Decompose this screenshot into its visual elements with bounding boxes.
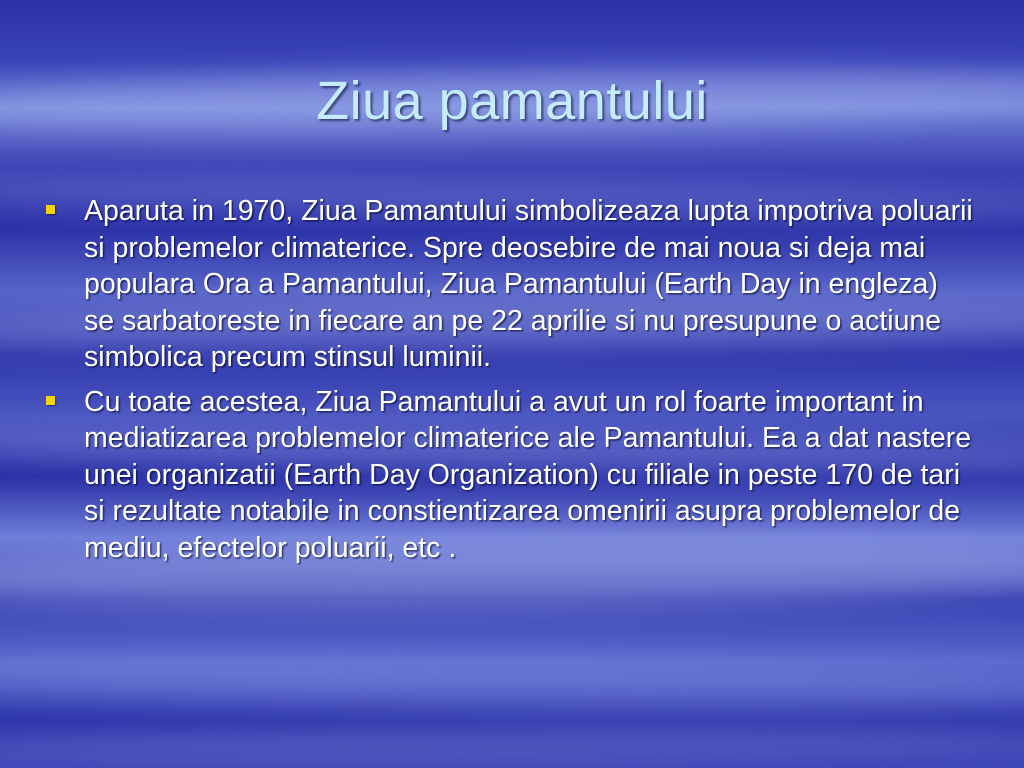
bullet-list: [44, 193, 974, 574]
bullet-item: [44, 384, 974, 567]
background-streak: [0, 726, 1024, 765]
square-bullet-icon: [46, 205, 55, 214]
bullet-item: [44, 193, 974, 376]
bullet-text: Aparuta in 1970, Ziua Pamantului simbolizeaza lupta impotriva poluarii si problemelor climaterice. Spre deosebire de mai noua si deja mai populara Ora a Pamantului, Ziua Pamantului (Earth Day in engleza) se sarbatoreste in fiecare an pe 22 aprilie si nu presupune o actiune simbolica precum stinsul luminii.: [84, 195, 973, 373]
bullet-text: Cu toate acestea, Ziua Pamantului a avut un rol foarte important in mediatizarea problemelor climaterice ale Pamantului. Ea a dat nastere unei organizatii (Earth Day Organization) cu filiale in peste 170 de tari si rezultate notabile in constientizarea omenirii asupra problemelor de mediu, efectelor poluarii, etc .: [84, 385, 972, 564]
square-bullet-icon: [46, 396, 55, 405]
background-streak: [0, 654, 1024, 713]
slide-title: Ziua pamantului: [316, 71, 708, 131]
